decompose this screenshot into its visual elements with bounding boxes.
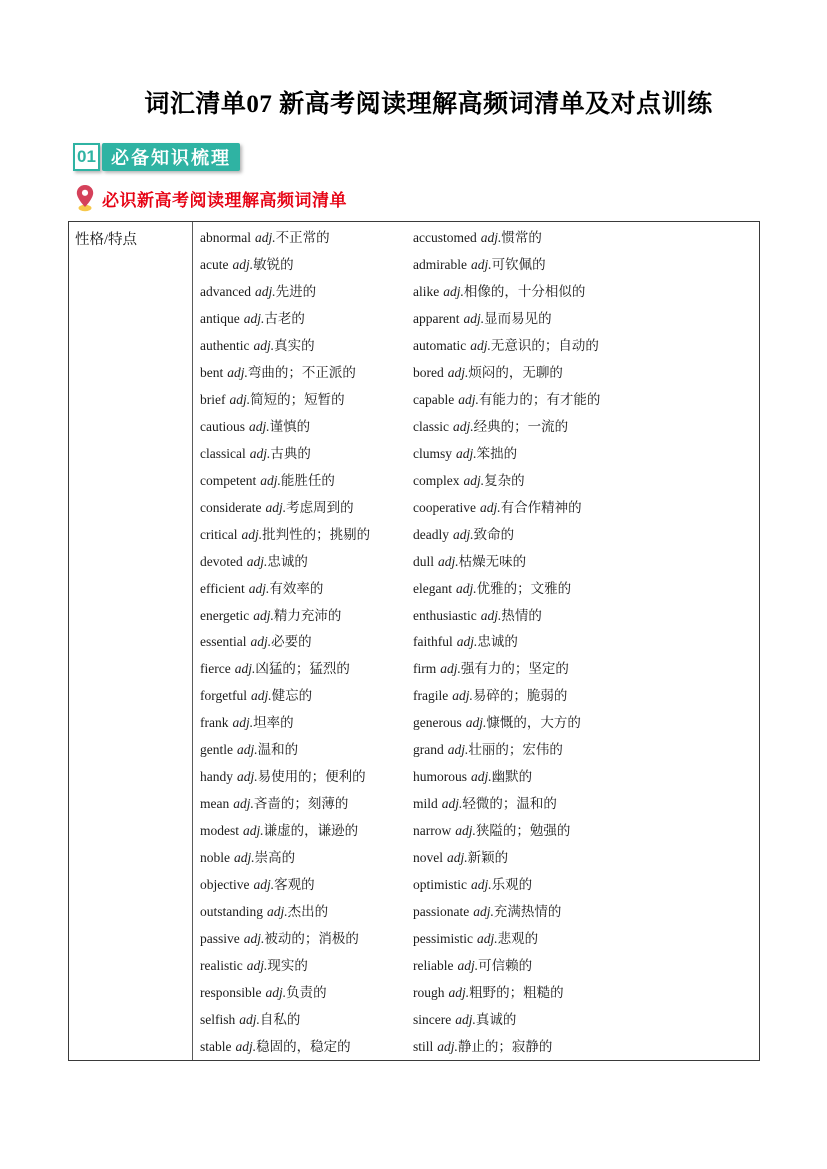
part-of-speech: adj. — [229, 392, 251, 408]
word-en: bored — [413, 365, 444, 381]
definition-zh: 古老的 — [264, 311, 305, 327]
table-row — [193, 1031, 759, 1058]
table-row — [193, 735, 759, 762]
definition-zh: 乐观的 — [491, 876, 533, 892]
part-of-speech: adj. — [463, 311, 485, 327]
part-of-speech: adj. — [235, 1038, 257, 1054]
part-of-speech: adj. — [265, 499, 287, 515]
table-row — [193, 412, 759, 439]
word-en: mean — [200, 796, 230, 812]
definition-zh: 谨慎的 — [269, 419, 311, 434]
word-en: brief — [200, 392, 226, 408]
table-row — [193, 519, 759, 546]
definition-zh: 无意识的；自动的 — [490, 338, 599, 354]
definition-zh: 有合作精神的 — [500, 499, 582, 515]
vocab-entry — [193, 361, 405, 381]
vocab-entry — [405, 765, 759, 785]
vocab-entry — [405, 927, 759, 947]
part-of-speech: adj. — [479, 499, 501, 515]
definition-zh: 复杂的 — [484, 472, 525, 488]
word-en: clumsy — [413, 445, 452, 461]
word-en: rough — [413, 984, 445, 1000]
word-en: mild — [413, 796, 438, 812]
definition-zh: 忠诚的 — [477, 634, 518, 650]
part-of-speech: adj. — [455, 1011, 476, 1027]
vocab-entry — [405, 819, 759, 839]
part-of-speech: adj. — [448, 984, 470, 1000]
table-row — [193, 331, 759, 358]
word-en: novel — [413, 849, 443, 865]
definition-zh: 烦闷的，无聊的 — [468, 365, 563, 381]
part-of-speech: adj. — [480, 230, 502, 246]
part-of-speech: adj. — [471, 876, 492, 892]
word-en: essential — [200, 634, 247, 650]
vocab-rows — [193, 222, 759, 1060]
vocab-entry — [405, 361, 759, 381]
part-of-speech: adj. — [234, 661, 256, 677]
part-of-speech: adj. — [447, 365, 469, 381]
word-en: cooperative — [413, 499, 476, 515]
word-en: reliable — [413, 957, 454, 973]
part-of-speech: adj. — [447, 742, 469, 758]
part-of-speech: adj. — [473, 903, 494, 919]
part-of-speech: adj. — [253, 607, 274, 623]
part-of-speech: adj. — [254, 284, 276, 300]
word-en: passionate — [413, 903, 470, 919]
part-of-speech: adj. — [480, 607, 502, 623]
part-of-speech: adj. — [456, 634, 478, 650]
part-of-speech: adj. — [477, 930, 498, 946]
part-of-speech: adj. — [470, 257, 492, 273]
vocab-entry — [405, 981, 759, 1001]
part-of-speech: adj. — [471, 769, 492, 785]
definition-zh: 显而易见的 — [484, 311, 552, 327]
vocab-entry — [193, 226, 405, 246]
vocab-entry — [405, 496, 759, 516]
part-of-speech: adj. — [233, 796, 254, 812]
table-row — [193, 708, 759, 735]
vocab-entry — [405, 630, 759, 650]
vocab-entry — [193, 927, 405, 947]
part-of-speech: adj. — [249, 445, 271, 461]
part-of-speech: adj. — [463, 472, 485, 488]
word-en: complex — [413, 472, 460, 488]
definition-zh: 笨拙的 — [476, 445, 518, 461]
part-of-speech: adj. — [243, 930, 265, 946]
word-en: narrow — [413, 823, 452, 839]
word-en: devoted — [200, 553, 243, 569]
vocab-entry — [193, 280, 405, 300]
table-row — [193, 869, 759, 896]
definition-zh: 杰出的 — [287, 903, 329, 919]
word-en: noble — [200, 849, 230, 865]
definition-zh: 不正常的 — [275, 230, 330, 246]
table-row — [193, 358, 759, 385]
definition-zh: 弯曲的；不正派的 — [247, 365, 356, 381]
pin-heading-text: 必识新高考阅读理解高频词清单 — [102, 190, 347, 210]
part-of-speech: adj. — [453, 419, 474, 434]
definition-zh: 枯燥无味的 — [458, 553, 527, 569]
definition-zh: 批判性的；挑剔的 — [262, 526, 371, 542]
part-of-speech: adj. — [440, 661, 461, 677]
word-en: stable — [200, 1038, 232, 1054]
table-row — [193, 681, 759, 708]
vocab-entry — [193, 900, 405, 920]
vocab-entry — [405, 711, 759, 731]
word-en: accustomed — [413, 230, 477, 246]
part-of-speech: adj. — [254, 230, 276, 246]
table-row — [193, 492, 759, 519]
part-of-speech: adj. — [260, 472, 281, 488]
word-en: objective — [200, 876, 250, 892]
vocab-entry — [193, 334, 405, 354]
word-en: competent — [200, 472, 257, 488]
part-of-speech: adj. — [265, 984, 287, 1000]
definition-zh: 优雅的；文雅的 — [476, 580, 572, 596]
vocab-entry — [405, 1035, 759, 1055]
word-en: optimistic — [413, 876, 467, 892]
word-en: firm — [413, 661, 437, 677]
part-of-speech: adj. — [253, 338, 275, 354]
vocab-entry — [405, 954, 759, 974]
vocab-entry — [193, 550, 405, 570]
definition-zh: 可钦佩的 — [491, 257, 546, 273]
vocab-entry — [193, 496, 405, 516]
table-row — [193, 304, 759, 331]
table-row — [193, 465, 759, 492]
vocab-entry — [193, 819, 405, 839]
word-en: deadly — [413, 526, 449, 542]
pin-heading — [75, 184, 347, 212]
table-row — [193, 250, 759, 277]
word-en: grand — [413, 742, 444, 758]
definition-zh: 稳固的，稳定的 — [256, 1038, 351, 1054]
word-en: sincere — [413, 1011, 452, 1027]
vocab-entry — [405, 388, 759, 408]
vocab-entry — [193, 388, 405, 408]
badge-number: 01 — [73, 143, 100, 171]
word-en: classic — [413, 419, 449, 434]
word-en: alike — [413, 284, 440, 300]
vocab-entry — [405, 334, 759, 354]
definition-zh: 古典的 — [270, 445, 311, 461]
table-row — [193, 977, 759, 1004]
vocab-entry — [405, 226, 759, 246]
category-cell — [69, 222, 193, 1060]
vocab-entry — [193, 630, 405, 650]
section-badge — [73, 143, 240, 171]
definition-zh: 精力充沛的 — [273, 607, 342, 623]
definition-zh: 轻微的；温和的 — [462, 796, 557, 812]
vocab-entry — [193, 792, 405, 812]
part-of-speech: adj. — [246, 553, 268, 569]
table-row — [193, 843, 759, 870]
vocab-entry — [193, 523, 405, 543]
vocab-entry — [193, 604, 405, 624]
part-of-speech: adj. — [251, 688, 272, 704]
word-en: abnormal — [200, 230, 251, 246]
table-row — [193, 438, 759, 465]
word-en: critical — [200, 526, 238, 542]
table-row — [193, 546, 759, 573]
word-en: elegant — [413, 580, 452, 596]
part-of-speech: adj. — [234, 849, 255, 865]
doc-title: 词汇清单07 新高考阅读理解高频词清单及对点训练 — [144, 91, 713, 118]
word-en: cautious — [200, 419, 245, 434]
table-row — [193, 762, 759, 789]
definition-zh: 必要的 — [271, 634, 312, 650]
part-of-speech: adj. — [455, 823, 476, 839]
part-of-speech: adj. — [246, 957, 268, 973]
word-en: enthusiastic — [413, 607, 477, 623]
vocab-entry — [405, 523, 759, 543]
vocab-entry — [193, 1035, 405, 1055]
table-row — [193, 573, 759, 600]
part-of-speech: adj. — [250, 634, 272, 650]
vocab-entry — [405, 684, 759, 704]
definition-zh: 真诚的 — [475, 1011, 517, 1027]
word-en: passive — [200, 930, 240, 946]
definition-zh: 真实的 — [274, 338, 315, 354]
vocab-entry — [193, 873, 405, 893]
word-en: still — [413, 1038, 434, 1054]
word-en: forgetful — [200, 688, 247, 704]
category-label: 性格/特点 — [75, 232, 138, 248]
part-of-speech: adj. — [465, 715, 487, 731]
definition-zh: 现实的 — [267, 957, 308, 973]
map-pin-icon — [75, 184, 95, 212]
part-of-speech: adj. — [239, 1011, 260, 1027]
definition-zh: 自私的 — [259, 1011, 301, 1027]
definition-zh: 易使用的；便利的 — [257, 769, 366, 785]
part-of-speech: adj. — [243, 311, 265, 327]
definition-zh: 崇高的 — [254, 849, 296, 865]
word-en: humorous — [413, 769, 467, 785]
vocab-entry — [405, 738, 759, 758]
word-en: classical — [200, 445, 246, 461]
part-of-speech: adj. — [452, 688, 473, 704]
definition-zh: 谦虚的，谦逊的 — [263, 823, 359, 839]
definition-zh: 凶猛的；猛烈的 — [255, 661, 350, 677]
word-en: gentle — [200, 742, 233, 758]
definition-zh: 考虑周到的 — [286, 499, 354, 515]
part-of-speech: adj. — [227, 365, 248, 381]
definition-zh: 负责的 — [286, 984, 327, 1000]
vocab-entry — [193, 711, 405, 731]
vocab-entry — [405, 792, 759, 812]
table-row — [193, 950, 759, 977]
table-row — [193, 789, 759, 816]
vocab-entry — [193, 1008, 405, 1028]
table-row — [193, 816, 759, 843]
definition-zh: 忠诚的 — [267, 553, 308, 569]
definition-zh: 壮丽的；宏伟的 — [468, 742, 563, 758]
vocab-entry — [405, 307, 759, 327]
definition-zh: 慷慨的，大方的 — [486, 715, 581, 731]
word-en: handy — [200, 769, 233, 785]
definition-zh: 相像的，十分相似的 — [463, 284, 586, 300]
definition-zh: 吝啬的；刻薄的 — [253, 796, 349, 812]
word-en: fragile — [413, 688, 449, 704]
vocab-entry — [193, 307, 405, 327]
part-of-speech: adj. — [232, 715, 254, 731]
definition-zh: 经典的；一流的 — [473, 419, 569, 434]
definition-zh: 幽默的 — [491, 769, 533, 785]
part-of-speech: adj. — [232, 257, 254, 273]
word-en: admirable — [413, 257, 467, 273]
part-of-speech: adj. — [458, 392, 479, 408]
vocab-entry — [193, 981, 405, 1001]
table-row — [193, 923, 759, 950]
word-en: antique — [200, 311, 240, 327]
definition-zh: 狭隘的；勉强的 — [475, 823, 571, 839]
definition-zh: 强有力的；坚定的 — [460, 661, 569, 677]
word-en: dull — [413, 553, 435, 569]
part-of-speech: adj. — [443, 284, 464, 300]
word-en: bent — [200, 365, 224, 381]
word-en: generous — [413, 715, 462, 731]
definition-zh: 简短的；短暂的 — [250, 392, 345, 408]
word-en: energetic — [200, 607, 250, 623]
word-en: outstanding — [200, 903, 263, 919]
vocab-entry — [405, 280, 759, 300]
definition-zh: 易碎的；脆弱的 — [472, 688, 568, 704]
word-en: apparent — [413, 311, 460, 327]
vocab-entry — [405, 846, 759, 866]
part-of-speech: adj. — [470, 338, 491, 354]
definition-zh: 先进的 — [275, 284, 317, 300]
vocab-entry — [193, 469, 405, 489]
part-of-speech: adj. — [253, 876, 275, 892]
definition-zh: 坦率的 — [253, 715, 294, 731]
table-row — [193, 1004, 759, 1031]
part-of-speech: adj. — [237, 769, 258, 785]
definition-zh: 致命的 — [473, 526, 515, 542]
part-of-speech: adj. — [447, 849, 468, 865]
vocab-entry — [405, 900, 759, 920]
vocab-entry — [193, 577, 405, 597]
part-of-speech: adj. — [456, 445, 477, 461]
definition-zh: 健忘的 — [271, 688, 313, 704]
vocab-entry — [405, 415, 759, 435]
definition-zh: 新颖的 — [467, 849, 509, 865]
vocab-entry — [405, 604, 759, 624]
definition-zh: 能胜任的 — [280, 472, 335, 488]
badge-label: 必备知识梳理 — [102, 143, 240, 171]
word-en: responsible — [200, 984, 262, 1000]
definition-zh: 悲观的 — [497, 930, 539, 946]
vocab-entry — [193, 846, 405, 866]
vocab-entry — [405, 873, 759, 893]
vocab-entry — [405, 577, 759, 597]
part-of-speech: adj. — [437, 1038, 458, 1054]
word-en: faithful — [413, 634, 453, 650]
vocab-entry — [405, 442, 759, 462]
vocab-entry — [193, 415, 405, 435]
vocab-entry — [193, 442, 405, 462]
part-of-speech: adj. — [249, 419, 270, 434]
table-row — [193, 385, 759, 412]
word-en: fierce — [200, 661, 231, 677]
table-row — [193, 223, 759, 250]
word-en: considerate — [200, 499, 262, 515]
word-en: capable — [413, 392, 455, 408]
definition-zh: 充满热情的 — [493, 903, 562, 919]
vocab-entry — [405, 253, 759, 273]
word-en: acute — [200, 257, 229, 273]
table-row — [193, 277, 759, 304]
definition-zh: 温和的 — [257, 742, 299, 758]
word-en: modest — [200, 823, 239, 839]
vocab-entry — [405, 550, 759, 570]
vocab-entry — [405, 657, 759, 677]
definition-zh: 有能力的；有才能的 — [478, 392, 601, 408]
vocab-entry — [193, 657, 405, 677]
vocab-entry — [193, 954, 405, 974]
part-of-speech: adj. — [243, 823, 264, 839]
definition-zh: 可信赖的 — [478, 957, 533, 973]
definition-zh: 被动的；消极的 — [264, 930, 359, 946]
vocab-entry — [405, 469, 759, 489]
table-row — [193, 654, 759, 681]
part-of-speech: adj. — [453, 526, 474, 542]
table-row — [193, 627, 759, 654]
word-en: frank — [200, 715, 229, 731]
word-en: advanced — [200, 284, 251, 300]
vocab-entry — [193, 684, 405, 704]
word-en: realistic — [200, 957, 243, 973]
part-of-speech: adj. — [438, 553, 459, 569]
definition-zh: 敏锐的 — [253, 257, 294, 273]
word-en: automatic — [413, 338, 467, 354]
part-of-speech: adj. — [248, 580, 270, 596]
word-en: authentic — [200, 338, 250, 354]
definition-zh: 有效率的 — [269, 580, 324, 596]
part-of-speech: adj. — [457, 957, 479, 973]
part-of-speech: adj. — [455, 580, 477, 596]
part-of-speech: adj. — [441, 796, 463, 812]
word-en: selfish — [200, 1011, 236, 1027]
table-row — [193, 896, 759, 923]
definition-zh: 惯常的 — [501, 230, 542, 246]
part-of-speech: adj. — [241, 526, 263, 542]
part-of-speech: adj. — [237, 742, 258, 758]
definition-zh: 客观的 — [274, 876, 315, 892]
table-row — [193, 600, 759, 627]
definition-zh: 静止的；寂静的 — [457, 1038, 553, 1054]
word-en: efficient — [200, 580, 245, 596]
definition-zh: 热情的 — [501, 607, 542, 623]
part-of-speech: adj. — [267, 903, 288, 919]
vocab-entry — [193, 253, 405, 273]
definition-zh: 粗野的；粗糙的 — [469, 984, 564, 1000]
vocab-entry — [193, 738, 405, 758]
vocab-entry — [193, 765, 405, 785]
vocab-entry — [405, 1008, 759, 1028]
word-en: pessimistic — [413, 930, 473, 946]
vocab-table — [68, 221, 760, 1061]
